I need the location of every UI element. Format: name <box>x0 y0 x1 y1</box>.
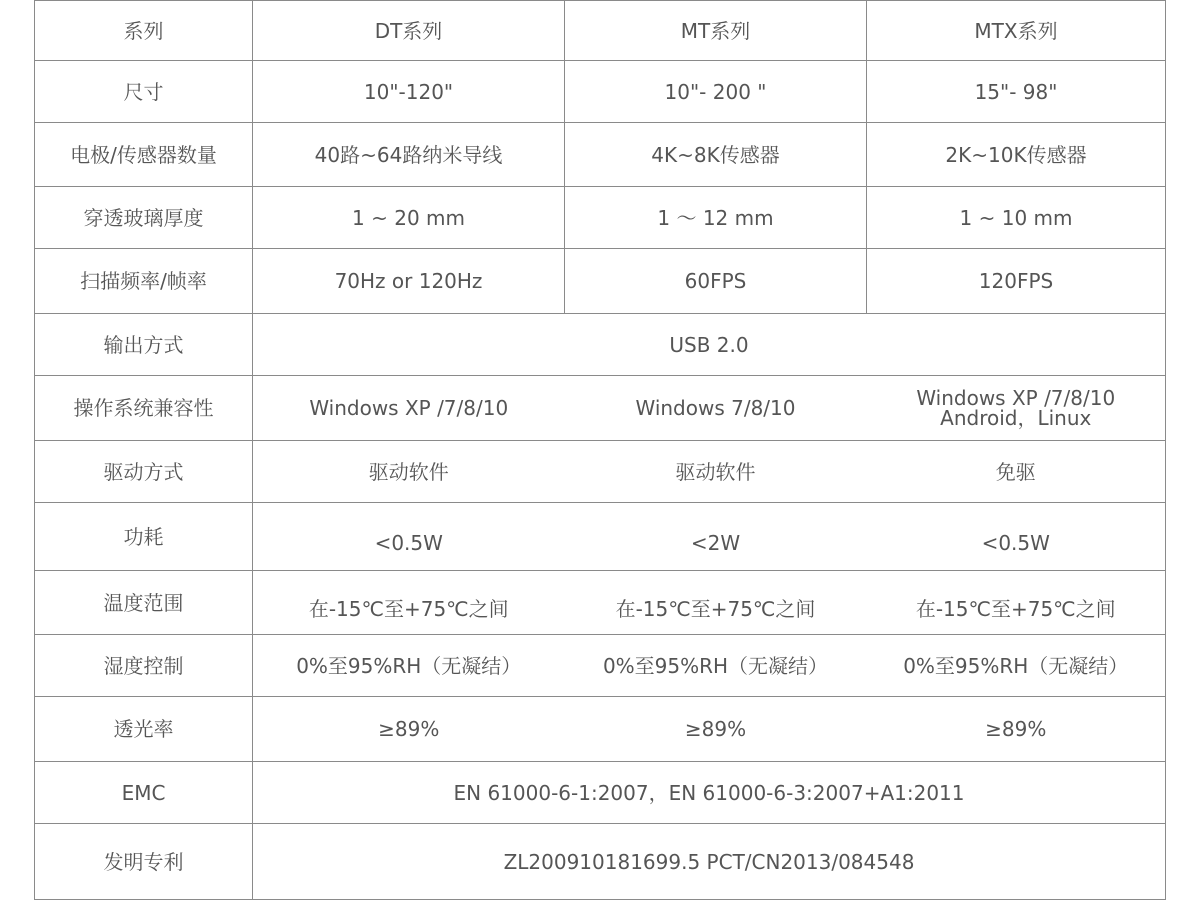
cell-output-all: USB 2.0 <box>253 314 1166 376</box>
cell-scan-mtx: 120FPS <box>867 249 1166 314</box>
cell-transmit-dt: ≥89% <box>253 697 565 762</box>
cell-temp-mt: 在-15℃至+75℃之间 <box>565 571 867 635</box>
cell-os-mtx-line1: Windows XP /7/8/10 <box>916 386 1116 410</box>
cell-humidity-mtx: 0%至95%RH（无凝结） <box>867 635 1166 697</box>
cell-sensor-mt: 4K~8K传感器 <box>565 123 867 187</box>
row-label-patent: 发明专利 <box>35 824 253 900</box>
cell-driver-mtx: 免驱 <box>867 441 1166 503</box>
cell-humidity-mt: 0%至95%RH（无凝结） <box>565 635 867 697</box>
cell-os-dt: Windows XP /7/8/10 <box>253 376 565 441</box>
cell-transmit-mt: ≥89% <box>565 697 867 762</box>
cell-humidity-dt: 0%至95%RH（无凝结） <box>253 635 565 697</box>
row-label-glass: 穿透玻璃厚度 <box>35 187 253 249</box>
table-row-output <box>35 314 1166 376</box>
table-row-size <box>35 61 1166 123</box>
table-row-driver <box>35 441 1166 503</box>
table-row-scan <box>35 249 1166 314</box>
row-label-size: 尺寸 <box>35 61 253 123</box>
row-label-driver: 驱动方式 <box>35 441 253 503</box>
table-row-humidity <box>35 635 1166 697</box>
cell-os-mtx <box>867 376 1166 441</box>
header-col-mtx: MTX系列 <box>867 1 1166 61</box>
cell-os-mt: Windows 7/8/10 <box>565 376 867 441</box>
cell-glass-mtx: 1 ~ 10 mm <box>867 187 1166 249</box>
row-label-output: 输出方式 <box>35 314 253 376</box>
cell-size-dt: 10"-120" <box>253 61 565 123</box>
cell-patent-all: ZL200910181699.5 PCT/CN2013/084548 <box>253 824 1166 900</box>
cell-emc-all: EN 61000-6-1:2007，EN 61000-6-3:2007+A1:2011 <box>253 762 1166 824</box>
row-label-scan: 扫描频率/帧率 <box>35 249 253 314</box>
row-label-temp: 温度范围 <box>35 571 253 635</box>
cell-size-mtx: 15"- 98" <box>867 61 1166 123</box>
cell-scan-mt: 60FPS <box>565 249 867 314</box>
row-label-emc: EMC <box>35 762 253 824</box>
cell-os-mtx-line2: Android，Linux <box>940 406 1092 430</box>
header-col-dt: DT系列 <box>253 1 565 61</box>
cell-scan-dt: 70Hz or 120Hz <box>253 249 565 314</box>
row-label-humidity: 湿度控制 <box>35 635 253 697</box>
spec-table <box>34 0 1166 900</box>
row-label-sensor: 电极/传感器数量 <box>35 123 253 187</box>
row-label-transmit: 透光率 <box>35 697 253 762</box>
cell-driver-dt: 驱动软件 <box>253 441 565 503</box>
table-row-glass <box>35 187 1166 249</box>
table-row-os <box>35 376 1166 441</box>
header-col-mt: MT系列 <box>565 1 867 61</box>
cell-glass-dt: 1 ~ 20 mm <box>253 187 565 249</box>
row-label-os: 操作系统兼容性 <box>35 376 253 441</box>
cell-size-mt: 10"- 200 " <box>565 61 867 123</box>
cell-sensor-dt: 40路~64路纳米导线 <box>253 123 565 187</box>
cell-power-dt: <0.5W <box>253 503 565 571</box>
table-row-power <box>35 503 1166 571</box>
cell-temp-mtx: 在-15℃至+75℃之间 <box>867 571 1166 635</box>
cell-driver-mt: 驱动软件 <box>565 441 867 503</box>
table-row-emc <box>35 762 1166 824</box>
cell-power-mtx: <0.5W <box>867 503 1166 571</box>
header-row <box>35 1 1166 61</box>
table-row-patent <box>35 824 1166 900</box>
table-row-transmit <box>35 697 1166 762</box>
table-row-temp <box>35 571 1166 635</box>
header-label: 系列 <box>35 1 253 61</box>
cell-temp-dt: 在-15℃至+75℃之间 <box>253 571 565 635</box>
cell-sensor-mtx: 2K~10K传感器 <box>867 123 1166 187</box>
cell-power-mt: <2W <box>565 503 867 571</box>
row-label-power: 功耗 <box>35 503 253 571</box>
cell-glass-mt: 1 ～ 12 mm <box>565 187 867 249</box>
cell-transmit-mtx: ≥89% <box>867 697 1166 762</box>
table-row-sensor <box>35 123 1166 187</box>
